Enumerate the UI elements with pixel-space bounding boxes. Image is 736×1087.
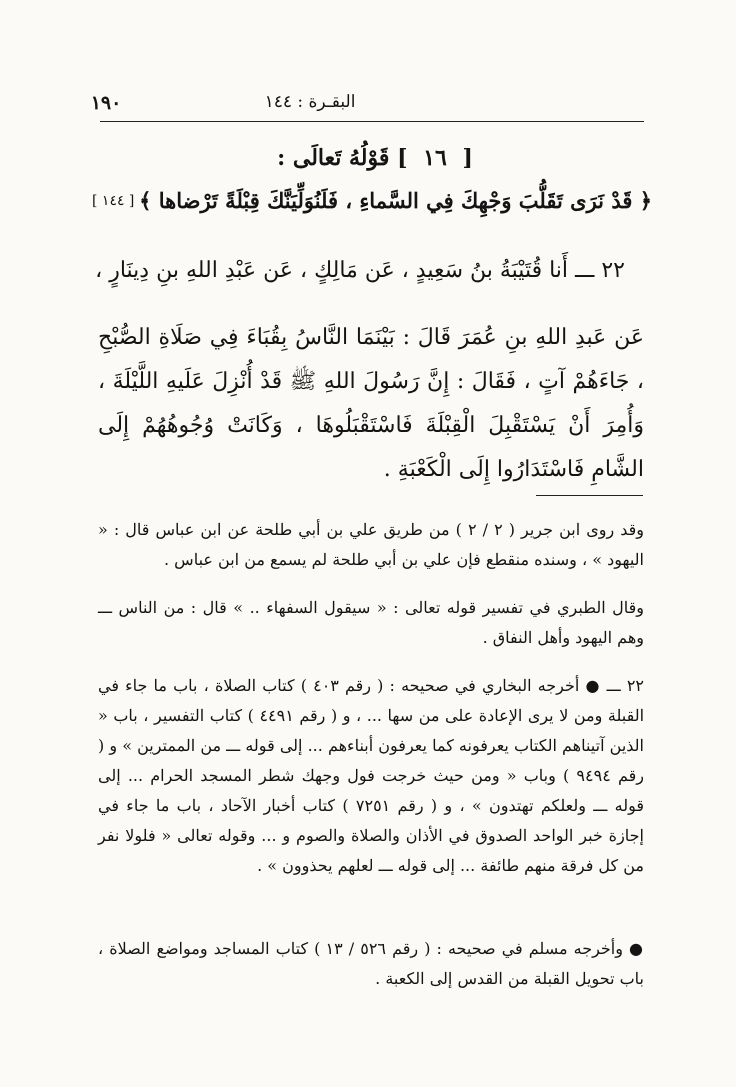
header-divider xyxy=(100,121,644,122)
section-number: ١٦ xyxy=(423,145,447,171)
running-title: البقـرة : ١٤٤ xyxy=(264,92,356,112)
footnote-paragraph: وقد روى ابن جرير ( ٢ / ٢ ) من طريق علي بن أبي طلحة عن ابن عباس قال : « اليهود » ، وسنده منقطع فإن علي بن أبي طلحة لم يسمع من ابن عباس . xyxy=(98,520,644,569)
takhrij-muslim: ● وأخرجه مسلم في صحيحه : ( رقم ٥٢٦ / ١٣ ) كتاب المساجد ومواضع الصلاة ، باب تحويل القبلة من القدس إلى الكعبة . xyxy=(98,939,645,988)
verse-text: ﴿ قَدْ نَرَى تَقَلُّبَ وَجْهِكَ فِي السَّماءِ ، فَلَنُوَلِّيَنَّكَ قِبْلَةً تَرْضاها ﴾ xyxy=(139,188,652,213)
section-title: قَوْلُهُ تَعالَى : xyxy=(277,145,390,171)
takhrij-bukhari: ٢٢ ـــ ● أخرجه البخاري في صحيحه : ( رقم ٤٠٣ ) كتاب الصلاة ، باب ما جاء في القبلة ومن لا يرى الإعادة على من سها ... ، و ( رقم ٤٤٩١ ) كتاب التفسير ، باب « الذين آتيناهم الكتاب يعرفونه كما يعرفون أبناءهم ... إلى قوله ـــ من الممترين » و ( رقم ٩٤٩٤ ) وباب « ومن حيث خرجت فول وجهك شطر المسجد الحرام ... إلى قوله ـــ ولعلكم تهتدون » ، و ( رقم ٧٢٥١ ) كتاب أخبار الآحاد ، باب ما جاء في إجازة خبر الواحد الصدوق في الأذان والصلاة والصوم و ... وقوله تعالى « فلولا نفر من كل فرقة منهم طائفة ... إلى قوله ـــ لعلهم يحذوون » . xyxy=(98,676,645,875)
hadith-isnad: ٢٢ ـــ أَنا قُتَيْبَةُ بنُ سَعِيدٍ ، عَن مَالِكٍ ، عَن عَبْدِ اللهِ بنِ دِينَارٍ ، xyxy=(95,258,625,283)
section-heading xyxy=(250,145,500,171)
quran-verse xyxy=(92,188,652,213)
section-close-bracket: ] xyxy=(397,145,408,171)
hadith-end-rule xyxy=(536,495,643,496)
hadith-matn: عَن عَبدِ اللهِ بنِ عُمَرَ قَالَ : بَيْنَمَا النَّاسُ بِقُبَاءَ فِي صَلَاةِ الصُّبْحِ ، جَاءَهُمْ آتٍ ، فَقَالَ : إِنَّ رَسُولَ اللهِ ﷺ قَدْ أُنْزِلَ عَلَيهِ اللَّيْلَةَ ، وَأُمِرَ أَنْ يَسْتَقْبِلَ الْقِبْلَةَ فَاسْتَقْبَلُوهَا ، وَكَانَتْ وُجُوهُهُمْ إِلَى الشَّامِ فَاسْتَدَارُوا إِلَى الْكَعْبَةِ . xyxy=(98,325,644,482)
footnote-paragraph: وقال الطبري في تفسير قوله تعالى : « سيقول السفهاء .. » قال : من الناس ـــ وهم اليهود وأهل النفاق . xyxy=(98,598,644,647)
section-open-bracket: [ xyxy=(462,145,473,171)
verse-reference: [ ١٤٤ ] xyxy=(92,192,135,209)
page-number: ١٩٠ xyxy=(90,92,122,114)
